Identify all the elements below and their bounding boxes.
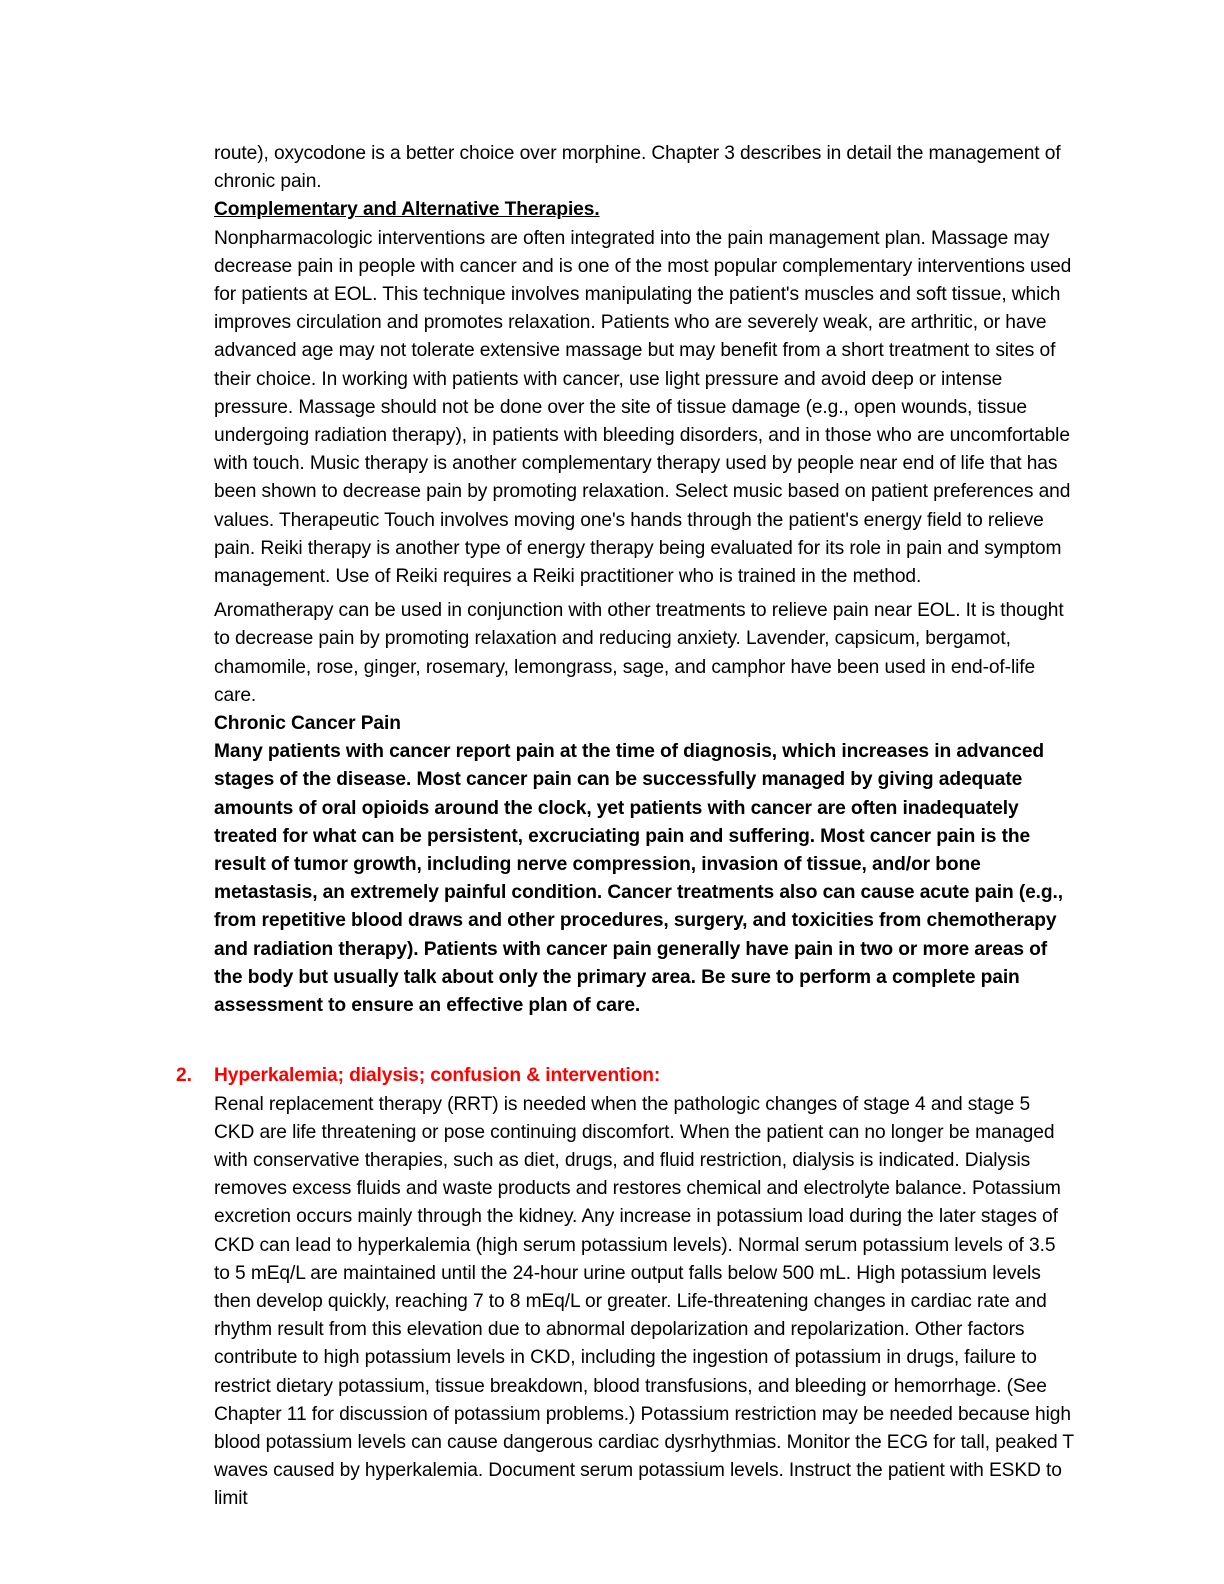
hyperkalemia-section	[176, 1062, 1074, 1513]
chronic-cancer-pain-paragraph: Many patients with cancer report pain at the time of diagnosis, which increases in advanced stages of the disease. Most cancer pain can be successfully managed by giving adequate amounts of oral opioids around the clock, yet patients with cancer are often inadequately treated for what can be persistent, excruciating pain and suffering. Most cancer pain is the result of tumor growth, including nerve compression, invasion of tissue, and/or bone metastasis, an extremely painful condition. Cancer treatments also can cause acute pain (e.g., from repetitive blood draws and other procedures, surgery, and toxicities from chemotherapy and radiation therapy). Patients with cancer pain generally have pain in two or more areas of the body but usually talk about only the primary area. Be sure to perform a complete pain assessment to ensure an effective plan of care.	[214, 741, 1063, 1017]
complementary-therapies-paragraph: Nonpharmacologic interventions are often integrated into the pain management plan. Massage may decrease pain in people with cancer and is one of the most popular complementary interventions used for patients at EOL. This technique involves manipulating the patient's muscles and soft tissue, which improves circulation and promotes relaxation. Patients who are severely weak, are arthritic, or have advanced age may not tolerate extensive massage but may benefit from a short treatment to sites of their choice. In working with patients with cancer, use light pressure and avoid deep or intense pressure. Massage should not be done over the site of tissue damage (e.g., open wounds, tissue undergoing radiation therapy), in patients with bleeding disorders, and in those who are uncomfortable with touch. Music therapy is another complementary therapy used by people near end of life that has been shown to decrease pain by promoting relaxation. Select music based on patient preferences and values. Therapeutic Touch involves moving one's hands through the patient's energy field to relieve pain. Reiki therapy is another type of energy therapy being evaluated for its role in pain and symptom management. Use of Reiki requires a Reiki practitioner who is trained in the method.	[214, 227, 1072, 588]
hyperkalemia-paragraph: Renal replacement therapy (RRT) is needed when the pathologic changes of stage 4 and stage 5 CKD are life threatening or pose continuing discomfort. When the patient can no longer be managed with conservative therapies, such as diet, drugs, and fluid restriction, dialysis is indicated. Dialysis removes excess fluids and waste products and restores chemical and electrolyte balance. Potassium excretion occurs mainly through the kidney. Any increase in potassium load during the later stages of CKD can lead to hyperkalemia (high serum potassium levels). Normal serum potassium levels of 3.5 to 5 mEq/L are maintained until the 24-hour urine output falls below 500 mL. High potassium levels then develop quickly, reaching 7 to 8 mEq/L or greater. Life-threatening changes in cardiac rate and rhythm result from this elevation due to abnormal depolarization and repolarization. Other factors contribute to high potassium levels in CKD, including the ingestion of potassium in drugs, failure to restrict dietary potassium, tissue breakdown, blood transfusions, and bleeding or hemorrhage. (See Chapter 11 for discussion of potassium problems.) Potassium restriction may be needed because high blood potassium levels can cause dangerous cardiac dysrhythmias. Monitor the ECG for tall, peaked T waves caused by hyperkalemia. Document serum potassium levels. Instruct the patient with ESKD to limit	[214, 1093, 1074, 1510]
aromatherapy-paragraph: Aromatherapy can be used in conjunction with other treatments to relieve pain near EOL. It is thought to decrease pain by promoting relaxation and reducing anxiety. Lavender, capsicum, bergamot, chamomile, rose, ginger, rosemary, lemongrass, sage, and camphor have been used in end-of-life care.	[214, 600, 1064, 706]
document-body	[176, 140, 1074, 1514]
chronic-cancer-pain-heading: Chronic Cancer Pain	[214, 713, 401, 735]
intro-paragraph: route), oxycodone is a better choice over morphine. Chapter 3 describes in detail the management of chronic pain.	[214, 143, 1061, 193]
hyperkalemia-heading: Hyperkalemia; dialysis; confusion & intervention:	[214, 1065, 661, 1087]
complementary-therapies-heading: Complementary and Alternative Therapies.	[214, 199, 600, 221]
list-number: 2.	[176, 1065, 192, 1087]
